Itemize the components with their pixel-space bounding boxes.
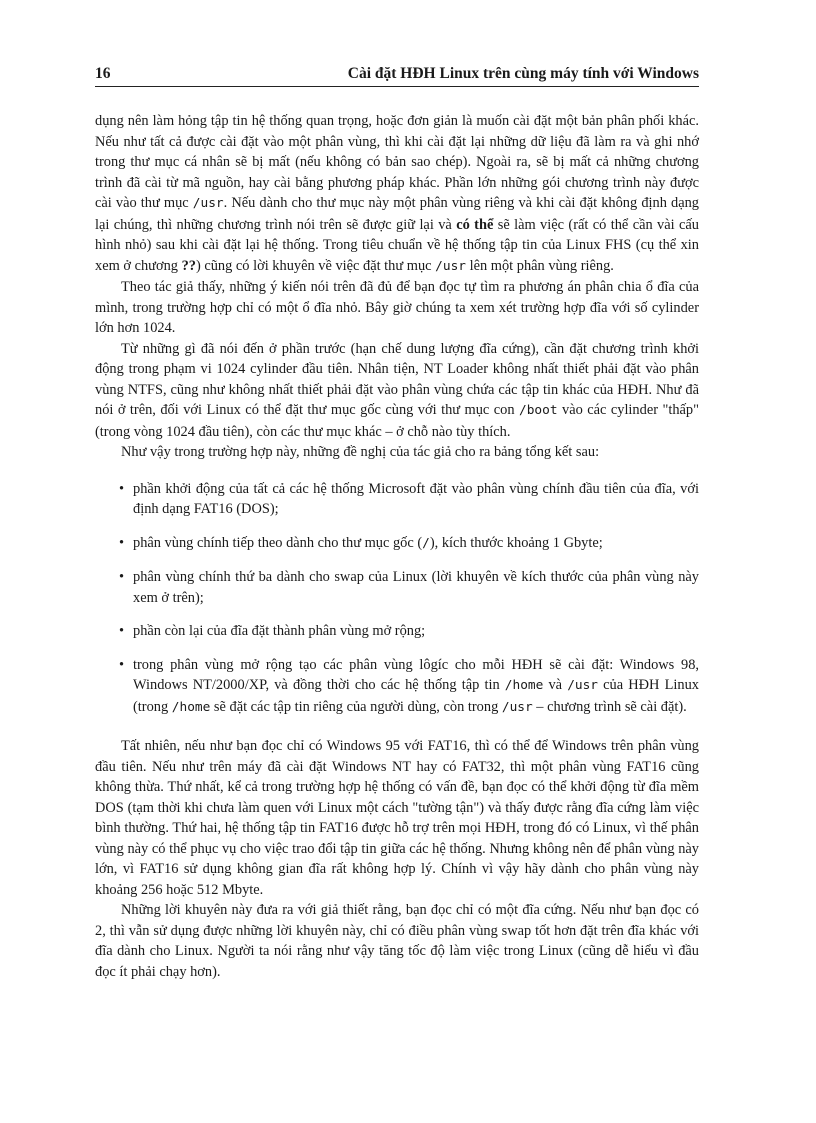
text-run: phân vùng chính thứ ba dành cho swap của Linux (lời khuyên về kích thước của phân vùng này xem ở trên); — [133, 569, 699, 606]
text-run: sẽ đặt các tập tin riêng của người dùng, còn trong — [210, 698, 502, 715]
paragraph — [95, 339, 699, 443]
text-run: lên một phân vùng riêng. — [465, 257, 614, 274]
text-run: dụng nên làm hỏng tập tin hệ thống quan trọng, hoặc đơn giản là muốn cài đặt một bản phân phối khác. Nếu như tất cả được cài đặt vào một phân vùng, thì khi cài đặt lại những dữ liệu đã làm ra và ghi nhớ trong thư mục cá nhân sẽ bị mất (nếu không có bản sao chép). Ngoài ra, sẽ bị mất cả những chương trình đã cài từ mã nguồn, hay cài bằng phương pháp khác. Phần lớn những gói chương trình này được cài vào thư mục — [95, 113, 699, 211]
paragraph — [95, 111, 699, 277]
text-run: và — [543, 677, 568, 693]
text-run: . Nếu dành cho thư mục này một phân vùng riêng và khi cài đặt không định dạng lại chúng, thì những chương trình nói trên sẽ được giữ lại và — [95, 195, 699, 233]
paragraph: Theo tác giả thấy, những ý kiến nói trên đã đủ để bạn đọc tự tìm ra phương án phân chia ổ đĩa của mình, trong trường hợp chỉ có một ổ đĩa nhỏ. Bây giờ chúng ta xem xét trường hợp đĩa với số cylinder lớn hơn 1024. — [95, 279, 699, 336]
text-run: ), kích thước khoảng 1 Gbyte; — [429, 534, 603, 551]
list-item — [95, 479, 699, 520]
text-run: phân vùng chính tiếp theo dành cho thư mục gốc ( — [133, 534, 423, 551]
code-path: /home — [171, 699, 211, 715]
code-path: /home — [504, 678, 544, 693]
text-run: sẽ làm việc (rất có thể cần vài cấu hình nhỏ) sau khi cài đặt lại hệ thống. Trong tiêu chuẩn về hệ thống tập tin của Linux FHS (cụ thể xin xem ở chương — [95, 216, 699, 274]
code-path: /usr — [501, 699, 533, 715]
list-item — [95, 655, 699, 719]
code-path: /usr — [567, 678, 599, 693]
paragraph: Tất nhiên, nếu như bạn đọc chỉ có Windows 95 với FAT16, thì có thể để Windows trên phân vùng đầu tiên. Nếu như trên máy đã cài đặt Windows NT hay có FAT32, thì một phân vùng FAT16 cũng không thừa. Thứ nhất, kể cả trong trường hợp hệ thống có vấn đề, bạn đọc có thể khởi động từ đĩa mềm DOS (tạm thời khi chưa làm quen với Linux một cách "tường tận") và thấy được rằng đĩa cứng làm việc bình thường. Thứ hai, hệ thống tập tin FAT16 được hỗ trợ trên mọi HĐH, trong đó có Linux, vì thế phân vùng này có thể phục vụ cho việc trao đổi tập tin giữa các hệ thống. Nhưng không nên để phân vùng này lớn, vì FAT16 sử dụng không gian đĩa rất không hợp lý. Chính vì vậy hãy dành cho phân vùng này khoảng 256 hoặc 512 Mbyte. — [95, 738, 699, 898]
list-item — [95, 533, 699, 555]
bullet-mark: • — [119, 480, 125, 497]
text-run: Từ những gì đã nói đến ở phần trước (hạn chế dung lượng đĩa cứng), cần đặt chương trình khởi động trong phạm vi 1024 cylinder đầu tiên. Nhân tiện, NT Loader không nhất thiết phải đặt vào phân vùng NTFS, cũng như không nhất thiết phải đặt vào phân vùng chứa các tập tin khác của HĐH. Như đã nói ở trên, đối với Linux có thể đặt thư mục gốc cùng với thư mục con — [95, 340, 699, 418]
paragraph: Những lời khuyên này đưa ra với giả thiết rằng, bạn đọc chỉ có một đĩa cứng. Nếu như bạn đọc có 2, thì vẫn sử dụng được những lời khuyên này, chỉ có điều phân vùng swap tốt hơn đặt trên đĩa khác với đĩa dành cho Linux. Người ta nói rằng như vậy tăng tốc độ làm việc trong Linux (cũng dễ hiểu vì đầu đọc ít phải chạy hơn). — [95, 902, 699, 980]
text-run: phần khởi động của tất cả các hệ thống Microsoft đặt vào phân vùng chính đầu tiên của đĩa, với định dạng FAT16 (DOS); — [133, 480, 699, 517]
bullet-mark: • — [119, 534, 125, 551]
text-run: vào các cylinder "thấp" (trong vòng 1024 đầu tiên), còn các thư mục khác – ở chỗ nào tùy thích. — [95, 402, 699, 440]
list-item — [95, 567, 699, 608]
running-title: Cài đặt HĐH Linux trên cùng máy tính với Windows — [347, 65, 699, 82]
bullet-mark: • — [119, 569, 125, 585]
paragraph: Như vậy trong trường hợp này, những đề nghị của tác giả cho ra bảng tổng kết sau: — [121, 444, 600, 460]
chapter-reference: ?? — [181, 257, 196, 274]
bullet-mark: • — [119, 656, 125, 673]
code-path: /boot — [519, 403, 558, 418]
page-number: 16 — [95, 65, 111, 82]
bullet-list — [95, 479, 699, 719]
text-run: của HĐH Linux (trong — [133, 677, 699, 715]
text-run: ) cũng có lời khuyên về việc đặt thư mục — [195, 257, 436, 274]
page-body — [95, 111, 699, 982]
text-run: trong phân vùng mở rộng tạo các phân vùng lôgíc cho mỗi HĐH sẽ cài đặt: Windows 98, Windows NT/2000/XP, và đồng thời cho các hệ thống tập tin — [133, 656, 699, 693]
code-path: / — [422, 535, 430, 551]
page-header — [95, 62, 699, 87]
text-run: – chương trình sẽ cài đặt). — [532, 698, 687, 715]
text-run: phần còn lại của đĩa đặt thành phân vùng mở rộng; — [133, 623, 426, 639]
code-path: /usr — [192, 196, 224, 211]
bold-emphasis: có thể — [456, 216, 494, 233]
list-item — [95, 621, 699, 642]
bullet-mark: • — [119, 623, 125, 639]
code-path: /usr — [435, 258, 466, 274]
